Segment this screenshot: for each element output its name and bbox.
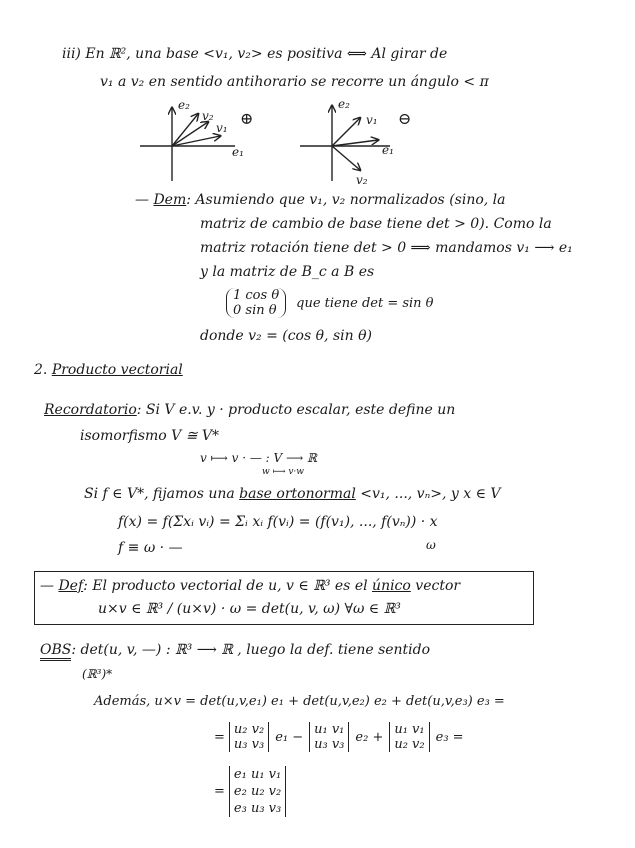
matrix-det-text: que tiene det = sin θ (296, 295, 434, 311)
minor-3-row2: u₂ v₂ (394, 737, 425, 752)
term-2: e₂ + (355, 729, 384, 745)
positive-sign-icon: ⊕ (240, 109, 254, 128)
obs-line2: Además, u×v = det(u,v,e₁) e₁ + det(u,v,e₂) e₂ + det(u,v,e₃) e₃ = (94, 694, 505, 709)
minor-1-row1: u₂ v₂ (233, 722, 265, 737)
cofactor-expansion (214, 722, 464, 752)
neg-e2-label: e₂ (338, 97, 350, 111)
neg-e1-label: e₁ (382, 143, 394, 157)
dem-label: Dem (153, 192, 187, 208)
minor-2 (309, 722, 349, 752)
pos-e1-label: e₁ (232, 145, 244, 159)
term-1: e₁ − (275, 729, 304, 745)
minor-3 (389, 722, 429, 752)
det-row1: e₁ u₁ v₁ (233, 767, 282, 782)
section2-number: 2. (34, 362, 48, 378)
rotation-matrix-row1: 1 cos θ (233, 288, 280, 303)
section2-heading (34, 362, 183, 378)
minor-1 (229, 722, 269, 752)
si-f-line1 (84, 486, 501, 502)
section-iii-line1: iii) En ℝ², una base <v₁, v₂> es positiva ⟺ Al girar de (62, 46, 448, 62)
section2-title: Producto vectorial (51, 362, 183, 378)
rotation-matrix-row2: 0 sin θ (233, 303, 277, 318)
section-iii-line2: v₁ a v₂ en sentido antihorario se recorre un ángulo < π (100, 74, 489, 90)
si-f-line2: f(x) = f(Σxᵢ vᵢ) = Σᵢ xᵢ f(vᵢ) = (f(v₁), ..., f(vₙ)) · x (118, 514, 438, 530)
obs-dual-space: (ℝ³)* (82, 667, 113, 681)
pos-e2-label: e₂ (178, 98, 190, 112)
si-f-omega: ω (426, 538, 436, 552)
recordatorio-map-sub: w ⟼ v·w (262, 467, 304, 477)
det-row2: e₂ u₂ v₂ (233, 784, 282, 799)
si-f-text-a: Si f ∈ V*, fijamos una (84, 486, 235, 502)
det-row3: e₃ u₃ v₃ (233, 801, 282, 816)
dem-donde: donde v₂ = (cos θ, sin θ) (200, 328, 372, 344)
minor-3-row1: u₁ v₁ (394, 722, 425, 737)
def-label: Def (58, 578, 84, 594)
neg-v2-label: v₂ (356, 173, 368, 186)
neg-v1-label: v₁ (366, 113, 378, 127)
recordatorio-text1: : Si V e.v. y · producto escalar, este define un (136, 402, 456, 418)
minor-2-row2: u₃ v₃ (314, 737, 345, 752)
dem-line3: matriz rotación tiene det > 0 ⟹ mandamos v₁ ⟶ e₁ (200, 240, 573, 256)
eq-sign-1: = (214, 729, 225, 745)
eq-sign-2: = (214, 784, 225, 799)
def-text-a: : El producto vectorial de u, v ∈ ℝ³ es el (83, 578, 368, 594)
positive-basis-figure (140, 108, 235, 181)
det-matrix-3x3 (229, 766, 286, 817)
obs-text1: : det(u, v, —) : ℝ³ ⟶ ℝ , luego la def. tiene sentido (71, 642, 431, 658)
minor-1-row2: u₃ v₃ (233, 737, 265, 752)
full-determinant (214, 766, 286, 817)
dem-line2: matriz de cambio de base tiene det > 0). Como la (200, 216, 552, 232)
term-3: e₃ = (435, 729, 464, 745)
basis-figures (120, 96, 450, 186)
recordatorio-line2: isomorfismo V ≅ V* (80, 428, 220, 444)
def-line2: u×v ∈ ℝ³ / (u×v) · ω = det(u, v, ω) ∀ω ∈ ℝ³ (98, 601, 401, 617)
negative-sign-icon: ⊖ (398, 109, 412, 128)
si-f-line3: f ≡ ω · — (118, 540, 183, 556)
minor-2-row1: u₁ v₁ (314, 722, 345, 737)
dem-line1: — Dem: Asumiendo que v₁, v₂ normalizados (sino, la (135, 192, 506, 208)
rotation-matrix (226, 288, 434, 318)
pos-v1-label: v₁ (216, 121, 228, 135)
obs-label: OBS (40, 642, 71, 661)
recordatorio-map: v ⟼ v · — : V ⟶ ℝ (200, 451, 317, 465)
pos-v2-label: v₂ (202, 109, 214, 123)
dem-text1: : Asumiendo que v₁, v₂ normalizados (sino, la (186, 192, 506, 208)
def-text-c: vector (415, 578, 461, 594)
dem-line4: y la matriz de B_c a B es (200, 264, 375, 280)
def-line1: — Def: El producto vectorial de u, v ∈ ℝ³ es el único vector (40, 578, 461, 594)
obs-line1 (40, 642, 430, 658)
si-f-text-c: <v₁, ..., vₙ>, y x ∈ V (360, 486, 501, 502)
def-unico: único (372, 578, 411, 594)
recordatorio-label: Recordatorio (44, 402, 137, 418)
si-f-base-ortonormal: base ortonormal (239, 486, 356, 502)
recordatorio-line1 (44, 402, 455, 418)
